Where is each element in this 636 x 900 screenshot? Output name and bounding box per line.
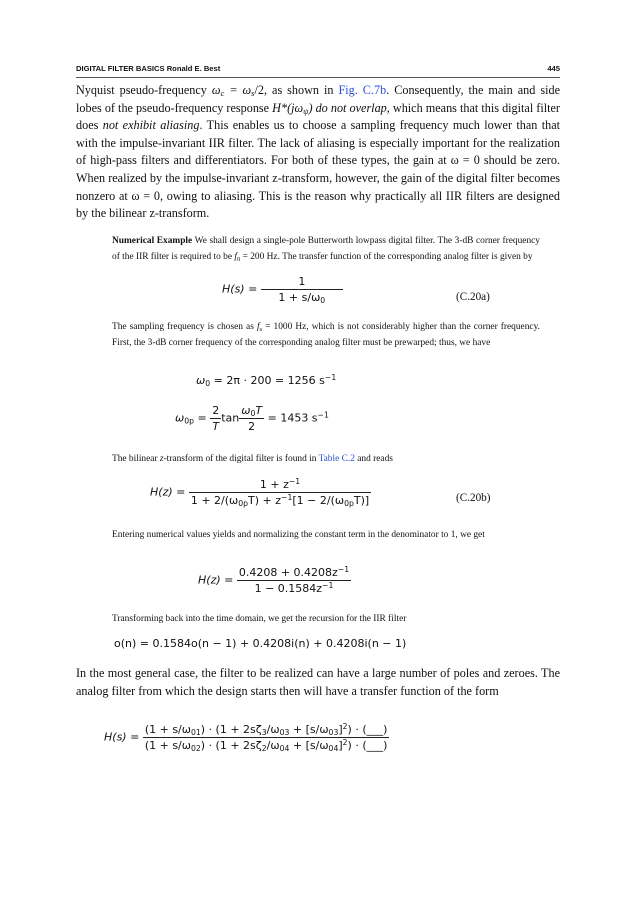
text: s — [259, 326, 263, 333]
eq-denominator: 2 — [239, 418, 264, 433]
eq-fraction — [143, 723, 390, 752]
eq-fraction — [189, 478, 371, 507]
text: . This enables us to choose a sampling frequency much lower than that with the impulse-invariant IIR filter. The lack of aliasing is especially important for the realization of high-pass filters and differentiators. For both of these types, the gain at ω = 0 should be zero. When realized by the impulse-invariant z-transform, however, the gain of the digital filter becomes nonzero at ω = 0, owing to aliasing. This is the reason why practically all IIR filters are designed by the bilinear z-transform. — [76, 118, 561, 221]
example-heading: Numerical Example — [112, 236, 193, 246]
text: −1 — [288, 477, 301, 486]
text: 04 — [279, 744, 290, 753]
eq-numerator — [143, 723, 390, 737]
text: 03 — [279, 728, 290, 737]
text: 03 — [328, 728, 339, 737]
text: f — [256, 322, 260, 332]
text: 2 — [342, 722, 348, 731]
eq-denominator — [237, 580, 351, 595]
eq-lhs: H(s) = — [104, 730, 140, 744]
eq-numerator: 2 — [212, 404, 220, 417]
equation-omega0 — [196, 374, 336, 387]
text: ω — [211, 83, 221, 97]
transforming-paragraph: Transforming back into the time domain, we get the recursion for the IIR filter — [112, 614, 407, 624]
bilinear-paragraph — [112, 452, 540, 468]
eq-lhs: H(s) = — [222, 282, 258, 296]
text: −1 — [337, 565, 350, 574]
eq-numerator — [237, 566, 351, 580]
paragraph-aliasing — [76, 82, 560, 223]
text: ) · (___) — [347, 739, 388, 752]
header-rule — [76, 77, 560, 78]
text: ] — [338, 739, 343, 752]
text: −1 — [324, 373, 337, 382]
running-header — [76, 64, 560, 73]
text: 3 — [261, 728, 267, 737]
text: c — [220, 88, 225, 98]
text: (1 + s/ω — [144, 739, 191, 752]
text: ω — [241, 404, 251, 417]
eq-fraction — [239, 404, 264, 433]
text: 02 — [190, 744, 201, 753]
text: 0 — [250, 409, 256, 418]
eq-numerator — [189, 478, 371, 492]
equation-recursion: o(n) = 0.1584o(n − 1) + 0.4208i(n) + 0.4208i(n − 1) — [114, 637, 407, 650]
text: /ω — [266, 723, 280, 736]
text: tan — [221, 411, 240, 425]
eq-fraction — [237, 566, 351, 595]
equation-label-c20b: (C.20b) — [456, 492, 491, 504]
text: 0 — [205, 379, 211, 388]
entering-paragraph: Entering numerical values yields and normalizing the constant term in the denominator to 1, we get — [112, 530, 485, 540]
text: ) · (1 + 2sζ — [200, 723, 262, 736]
text: 04 — [328, 744, 339, 753]
text: = ω — [224, 83, 252, 97]
text: 0 — [320, 296, 326, 305]
text: /2, as shown in — [254, 83, 339, 97]
header-title: DIGITAL FILTER BASICS Ronald E. Best — [76, 64, 221, 73]
eq-denominator — [189, 492, 371, 507]
text: T) + z — [248, 494, 282, 507]
equation-omega0p — [175, 404, 329, 433]
text: ) do not overlap, — [308, 100, 390, 115]
text: 2 — [342, 738, 348, 747]
text: ω — [175, 411, 185, 425]
page-number: 445 — [547, 64, 560, 73]
text: 0p — [184, 416, 194, 426]
text: T)] — [353, 494, 370, 507]
eq-denominator: T — [210, 418, 221, 433]
text: The sampling frequency is chosen as — [112, 322, 257, 332]
eq-fraction — [210, 404, 221, 433]
text: . Consequently, the main and side lobes of the pseudo-frequency response — [76, 83, 560, 115]
text: Nyquist pseudo-frequency — [76, 83, 212, 97]
text: 0 — [236, 255, 241, 263]
text: ] — [338, 723, 343, 736]
text: which means that this digital filter does — [76, 100, 560, 133]
text: H*(jω — [272, 100, 304, 115]
sampling-paragraph — [112, 320, 540, 351]
text: 0p — [238, 499, 249, 508]
eq-denominator — [261, 289, 343, 304]
text: + [s/ω — [289, 723, 329, 736]
paragraph-general-case: In the most general case, the filter to be realized can have a large number of poles and zeroes. The analog filter from which the design starts then will have a transfer function of the form — [76, 666, 560, 698]
eq-numerator: 1 — [298, 275, 306, 288]
text: ) · (___) — [347, 723, 388, 736]
text: not exhibit aliasing — [102, 118, 200, 133]
text: = 1453 s — [264, 411, 318, 425]
equation-c20a — [222, 275, 343, 304]
equation-label-c20a: (C.20a) — [456, 291, 490, 303]
text: −1 — [317, 410, 329, 420]
eq-lhs: H(z) = — [150, 485, 186, 499]
text: 1 − 0.1584z — [254, 582, 323, 595]
text: and reads — [354, 454, 393, 464]
eq-denominator — [143, 737, 390, 752]
text: /ω — [266, 739, 280, 752]
text: = 2π · 200 = 1256 s — [210, 374, 325, 387]
text: s — [251, 88, 255, 98]
text: f — [234, 251, 237, 262]
text: = 200 Hz. The transfer function of the corresponding analog filter is given by — [240, 251, 533, 262]
text: z — [159, 454, 164, 464]
equation-general — [104, 723, 389, 752]
text: = — [194, 411, 211, 425]
text: The bilinear — [112, 454, 160, 464]
eq-lhs: H(z) = — [198, 573, 234, 587]
text: T — [255, 404, 263, 417]
text: 1 + s/ω — [278, 291, 321, 304]
text: −1 — [281, 493, 293, 502]
table-c2-link[interactable]: Table C.2 — [318, 454, 355, 464]
numerical-example — [112, 234, 540, 265]
fig-c7b-link[interactable]: Fig. C.7b — [338, 83, 387, 97]
text: 0p — [344, 499, 354, 508]
text: 0.4208 + 0.4208z — [238, 566, 338, 579]
equation-hz-numeric — [198, 566, 351, 595]
text: ) · (1 + 2sζ — [200, 739, 262, 752]
eq-fraction — [261, 275, 343, 304]
text: 1 + z — [259, 478, 289, 491]
text: 01 — [190, 728, 201, 737]
text: = 1000 Hz, which is not considerably higher than the corner frequency. First, the 3-dB corner frequency of the corresponding analog filter must be prewarped; thus, we have — [112, 322, 540, 348]
text: 1 + 2/(ω — [190, 494, 239, 507]
equation-c20b — [150, 478, 371, 507]
text: ψ — [303, 105, 309, 116]
text: (1 + s/ω — [144, 723, 191, 736]
text: −1 — [322, 581, 334, 590]
text: We shall design a single-pole Butterworth lowpass digital filter. The 3-dB corner frequency of the IIR filter is required to be — [112, 236, 540, 262]
text: + [s/ω — [289, 739, 329, 752]
text: -transform of the digital filter is found in — [163, 454, 319, 464]
text: 2 — [261, 744, 267, 753]
text: [1 − 2/(ω — [292, 494, 345, 507]
eq-numerator — [239, 404, 264, 418]
text: ω — [196, 374, 206, 387]
